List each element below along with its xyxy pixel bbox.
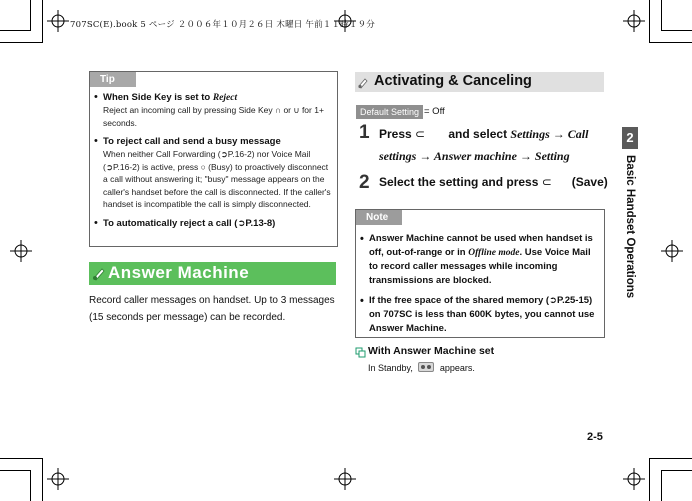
tip-tab: Tip (90, 72, 136, 87)
chapter-title: Basic Handset Operations (624, 155, 636, 299)
note-item-text: . Use Voice Mail to record caller messages while incoming transmissions are blocked. (369, 247, 591, 286)
step-number: 2 (359, 172, 370, 193)
print-marker: 707SC(E).book 5 ページ ２００６年１０月２６日 木曜日 午前１１時１９分 (70, 20, 375, 30)
step-1-select: and select (445, 127, 511, 141)
tip-item-title: • To reject call and send a busy message (103, 136, 281, 147)
note-item-emph: Offline mode (468, 248, 520, 258)
tip-item-body: When neither Call Forwarding (➲P.16-2) nor Voice Mail (➲P.16-2) is active, press ○ (Busy) to proactively disconnect a call without answering it; "busy" message appears on the caller's handset before the call is disconnected. If the caller's handset is incompatible the call is simply disconnected. (103, 149, 331, 209)
tip-item-title-emph: Reject (212, 93, 238, 103)
default-setting-label: Default Setting (356, 105, 423, 119)
tip-list (96, 92, 332, 237)
note-item-unavailable (361, 232, 599, 288)
tip-item-body: Reject an incoming call by pressing Side Key ∩ or ∪ for 1+ seconds. (103, 105, 324, 128)
step-1-text (379, 123, 607, 167)
center-key-icon: ⊂ (541, 175, 552, 189)
tip-item-auto-reject (96, 218, 332, 230)
page-number: 2-5 (587, 431, 603, 443)
note-item-text: Answer Machine cannot be used when handset is off, out-of-range or in (369, 233, 593, 258)
appears-text: appears. (437, 363, 475, 373)
answer-machine-indicator-icon (418, 362, 434, 372)
default-setting-value: = Off (424, 106, 445, 117)
note-item-text: If the free space of the shared memory (➲P.25-15) on 707SC is less than 600K bytes, you cannot use Answer Machine. (369, 295, 595, 334)
note-box (355, 209, 605, 338)
note-list (361, 232, 599, 342)
step-1-menu-path: Settings → Call settings → Answer machine → Setting (379, 127, 589, 163)
tip-item-side-key (96, 92, 332, 129)
standby-text: In Standby, (368, 363, 416, 373)
crop-mark-top-right-inner (661, 0, 692, 31)
tip-box (89, 71, 338, 247)
section-bullet-icon (357, 76, 370, 89)
registration-mark-icon (47, 10, 69, 32)
registration-mark-icon (661, 240, 683, 262)
center-key-icon: ⊂ (415, 127, 426, 141)
step-2-instruction: Select the setting and press (379, 175, 542, 189)
note-tab: Note (356, 210, 402, 225)
registration-mark-icon (10, 240, 32, 262)
crop-mark-top-left-inner (0, 0, 31, 31)
indicator-icon (355, 347, 366, 358)
registration-mark-icon (47, 468, 69, 490)
tip-item-title: • To automatically reject a call (➲P.13-8) (103, 217, 276, 229)
registration-mark-icon (623, 468, 645, 490)
step-number: 1 (359, 122, 370, 143)
step-2-text (379, 171, 608, 193)
answer-machine-description: Record caller messages on handset. Up to 3 messages (15 seconds per message) can be recorded. (89, 295, 335, 323)
tip-item-title: When Side Key is set to (103, 92, 213, 103)
section-title: Activating & Canceling (374, 73, 532, 89)
registration-mark-icon (623, 10, 645, 32)
step-1-press: Press (379, 127, 416, 141)
registration-mark-icon (334, 468, 356, 490)
step-2-save: (Save) (571, 175, 608, 189)
chapter-side-label (613, 155, 647, 299)
note-item-memory (361, 294, 599, 336)
answer-machine-icon (91, 266, 106, 281)
answer-machine-title: Answer Machine (108, 263, 250, 282)
tip-item-busy-message (96, 136, 332, 211)
with-answer-machine-title: With Answer Machine set (368, 345, 495, 357)
chapter-number: 2 (622, 127, 638, 149)
crop-mark-bottom-left-inner (0, 470, 31, 501)
with-answer-machine-body (368, 362, 475, 373)
crop-mark-bottom-right-inner (661, 470, 692, 501)
